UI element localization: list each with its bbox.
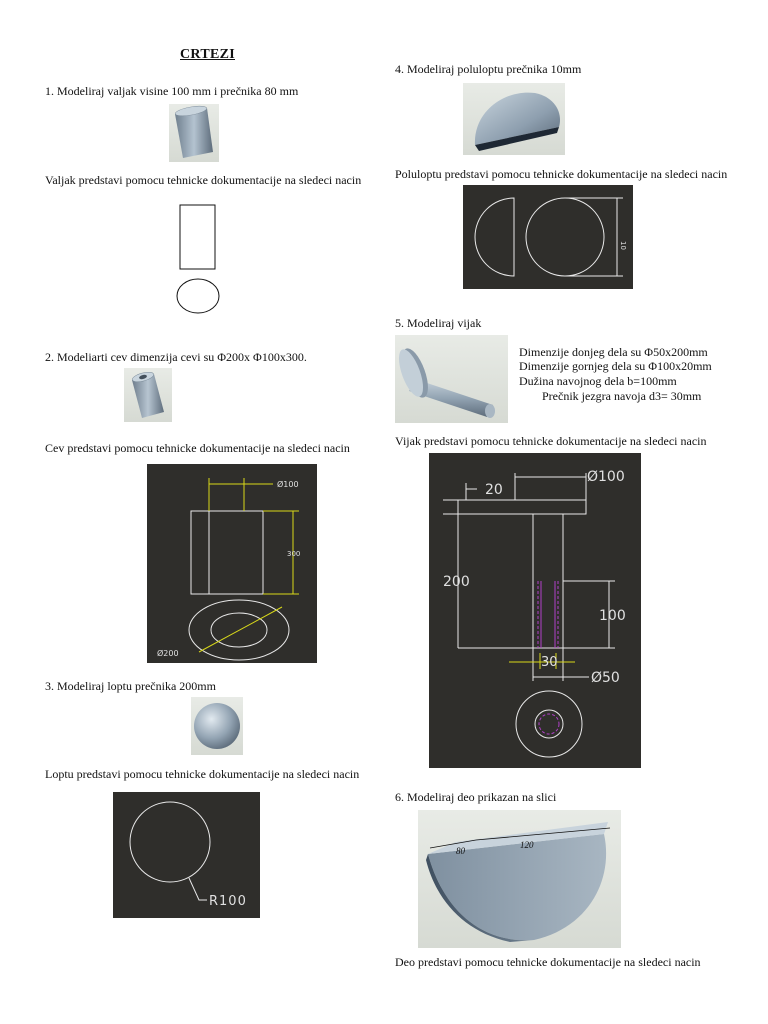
dim-b-label: 120 (520, 840, 534, 850)
dim-diameter-label: 10 (619, 241, 627, 250)
part-render (418, 810, 621, 948)
dim-outer-label: Ø200 (157, 649, 179, 658)
cylinder-drawing (170, 202, 230, 317)
hemisphere-render (463, 83, 565, 155)
bolt-render (395, 335, 508, 423)
dim-head-h-label: 20 (485, 482, 503, 498)
sphere-render (191, 697, 243, 755)
section-1-text: Valjak predstavi pomocu tehnicke dokumentacije na sledeci nacin (45, 173, 362, 187)
dim-radius-label: R100 (209, 894, 247, 909)
section-6-text: Deo predstavi pomocu tehnicke dokumentacije na sledeci nacin (395, 955, 701, 969)
bolt-spec-2: Dimenzije gornjeg dela su Φ100x20mm (519, 359, 712, 373)
sphere-drawing (113, 792, 260, 918)
section-6-heading: 6. Modeliraj deo prikazan na slici (395, 790, 557, 804)
bolt-spec-1: Dimenzije donjeg dela su Φ50x200mm (519, 345, 708, 359)
dim-length-label: 200 (443, 574, 470, 590)
cylinder-render (169, 104, 219, 162)
section-4-text: Poluloptu predstavi pomocu tehnicke dokumentacije na sledeci nacin (395, 167, 728, 181)
section-3-heading: 3. Modeliraj loptu prečnika 200mm (45, 679, 216, 693)
pipe-render (124, 368, 172, 422)
pipe-drawing (147, 464, 317, 663)
page-title: CRTEZI (180, 47, 235, 62)
dim-inner-label: Ø100 (277, 480, 299, 489)
dim-core-label: 30 (541, 655, 558, 670)
section-3-text: Loptu predstavi pomocu tehnicke dokumentacije na sledeci nacin (45, 767, 360, 781)
bolt-spec-3: Dužina navojnog dela b=100mm (519, 374, 677, 388)
dim-shaft-label: Ø50 (591, 670, 620, 686)
section-2-text: Cev predstavi pomocu tehnicke dokumentacije na sledeci nacin (45, 441, 350, 455)
section-2-heading: 2. Modeliarti cev dimenzija cevi su Φ200x Φ100x300. (45, 350, 307, 364)
dim-head-dia-label: Ø100 (587, 469, 625, 485)
dim-height-label: 300 (287, 550, 301, 558)
section-5-text: Vijak predstavi pomocu tehnicke dokumentacije na sledeci nacin (395, 434, 707, 448)
bolt-spec-4: Prečnik jezgra navoja d3= 30mm (542, 389, 702, 403)
dim-a-label: 80 (456, 846, 465, 856)
hemisphere-drawing (463, 185, 633, 289)
section-1-heading: 1. Modeliraj valjak visine 100 mm i prečnika 80 mm (45, 84, 299, 98)
dim-thread-label: 100 (599, 608, 626, 624)
bolt-drawing (429, 453, 641, 768)
section-5-heading: 5. Modeliraj vijak (395, 316, 482, 330)
section-4-heading: 4. Modeliraj poluloptu prečnika 10mm (395, 62, 582, 76)
